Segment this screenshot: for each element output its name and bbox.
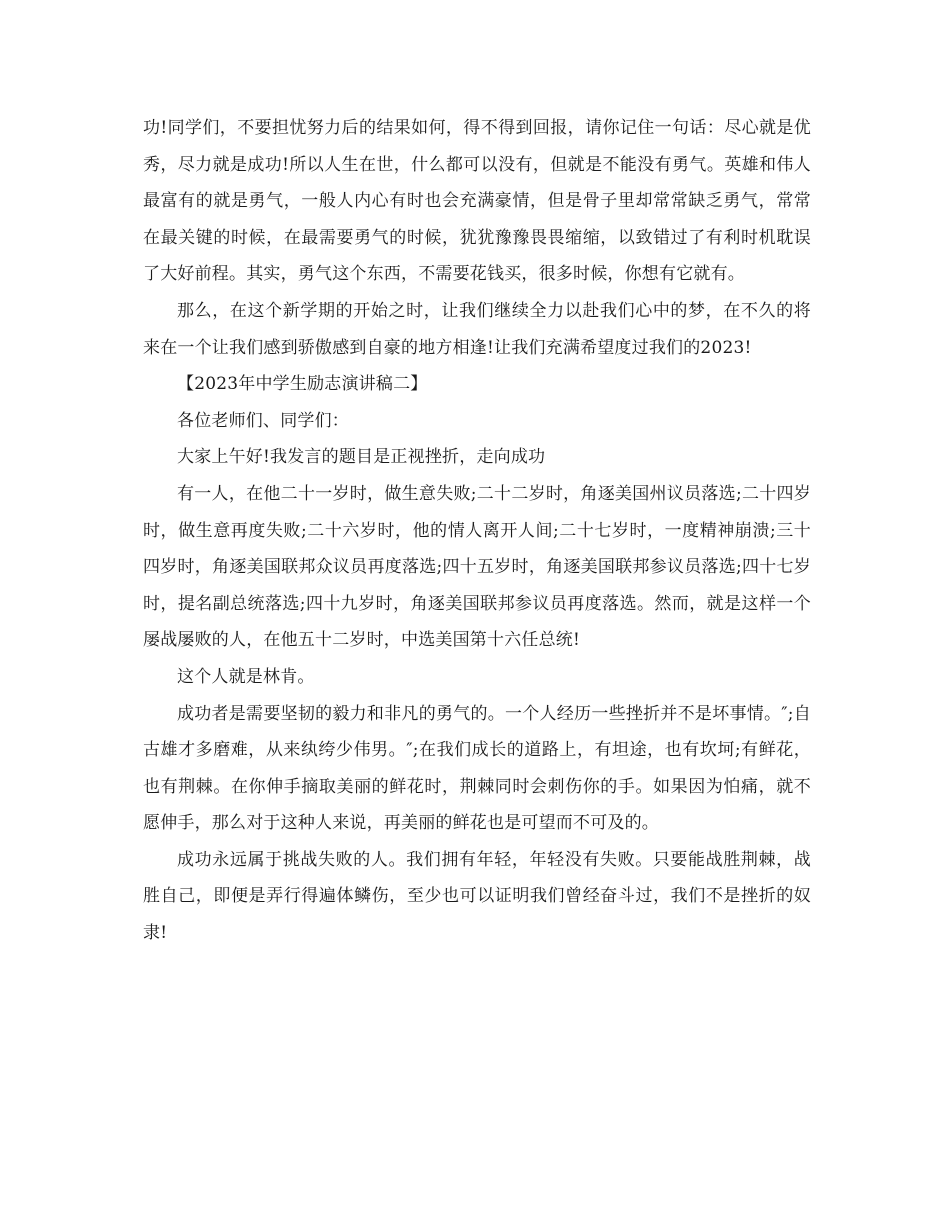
paragraph-courage: 功!同学们，不要担忧努力后的结果如何，得不得到回报，请你记住一句话：尽心就是优秀，尽力就是成功!所以人生在世，什么都可以没有，但就是不能没有勇气。英雄和伟人最富有的就是勇气，一般人内心有时也会充满豪情，但是骨子里却常常缺乏勇气，常常在最关键的时候，在最需要勇气的时候，犹犹豫豫畏畏缩缩，以致错过了有利时机耽误了大好前程。其实，勇气这个东西，不需要花钱买，很多时候，你想有它就有。	[143, 118, 811, 285]
paragraph-conclusion: 成功永远属于挑战失败的人。我们拥有年轻，年轻没有失败。只要能战胜荆棘，战胜自己，即便是弄行得遍体鳞伤，至少也可以证明我们曾经奋斗过，我们不是挫折的奴隶!	[143, 849, 811, 944]
section-heading: 【2023年中学生励志演讲稿二】	[177, 374, 428, 395]
paragraph-lincoln-story: 有一人，在他二十一岁时，做生意失败;二十二岁时，角逐美国州议员落选;二十四岁时，做生意再度失败;二十六岁时，他的情人离开人间;二十七岁时，一度精神崩溃;三十四岁时，角逐美国联邦众议员再度落选;四十五岁时，角逐美国联邦参议员落选;四十七岁时，提名副总统落选;四十九岁时，角逐美国联邦参议员再度落选。然而，就是这样一个屡战屡败的人，在他五十二岁时，中选美国第十六任总统!	[143, 483, 811, 651]
paragraph-new-semester: 那么，在这个新学期的开始之时，让我们继续全力以赴我们心中的梦，在不久的将来在一个让我们感到骄傲感到自豪的地方相逢!让我们充满希望度过我们的2023!	[143, 300, 811, 358]
paragraph-perseverance: 成功者是需要坚韧的毅力和非凡的勇气的。一个人经历一些挫折并不是坏事情。″;自古雄才多磨难，从来纨绔少伟男。″;在我们成长的道路上，有坦途，也有坎坷;有鲜花，也有荆棘。在你伸手摘取美丽的鲜花时，荆棘同时会刺伤你的手。如果因为怕痛，就不愿伸手，那么对于这种人来说，再美丽的鲜花也是可望而不可及的。	[143, 703, 811, 834]
document-page	[143, 110, 811, 952]
salutation: 各位老师们、同学们：	[177, 410, 349, 431]
greeting-topic: 大家上午好!我发言的题目是正视挫折，走向成功	[177, 447, 546, 468]
paragraph-lincoln-reveal: 这个人就是林肯。	[177, 666, 315, 687]
